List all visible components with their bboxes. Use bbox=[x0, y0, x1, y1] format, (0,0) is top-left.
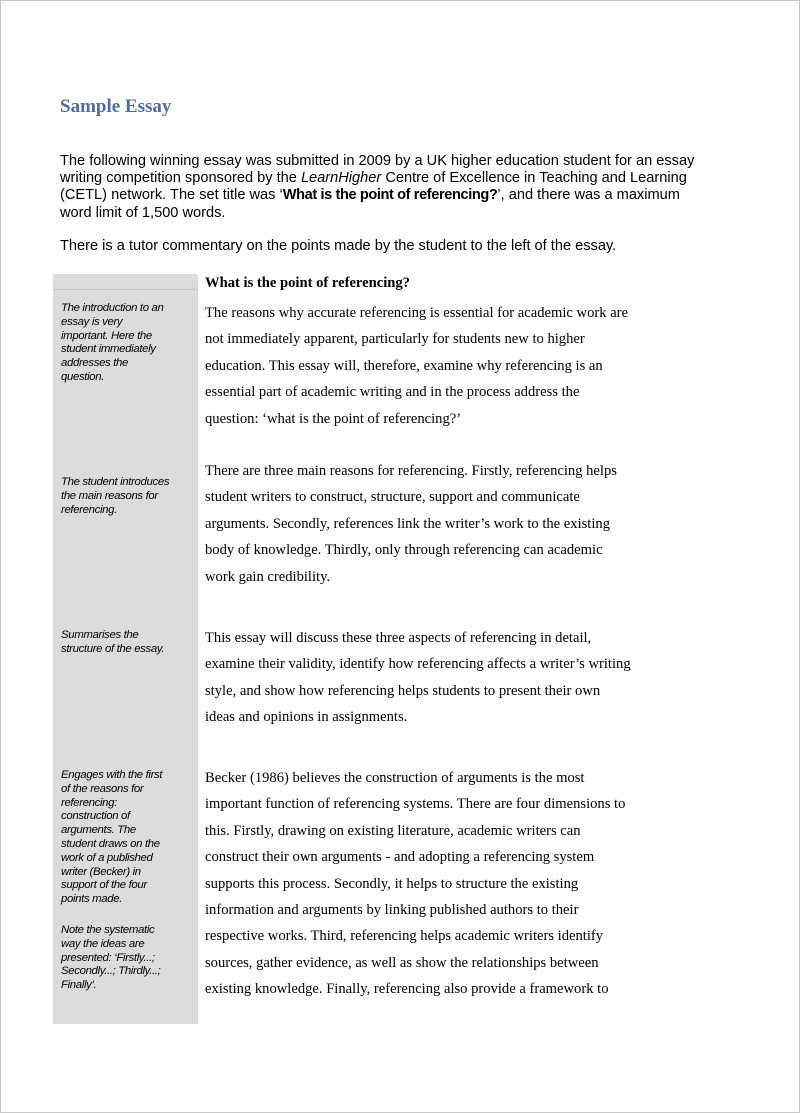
note-line: Note the systematic bbox=[61, 924, 155, 936]
essay-paragraph bbox=[205, 625, 675, 731]
intro-section bbox=[60, 153, 760, 255]
essay-line: essential part of academic writing and in the process address the bbox=[205, 384, 580, 401]
essay-line: ideas and opinions in assignments. bbox=[205, 709, 408, 726]
note-line: construction of bbox=[61, 810, 130, 823]
intro-note-paragraph: There is a tutor commentary on the points made by the student to the left of the essay. bbox=[60, 237, 617, 254]
intro-text: The following winning essay was submitted in 2009 by a UK higher education student for an essay bbox=[60, 153, 695, 169]
set-title-bold: What is the point of referencing? bbox=[282, 187, 498, 204]
learnhigher-italic: LearnHigher bbox=[300, 170, 382, 187]
note-line: Secondly...; Thirdly...; bbox=[61, 965, 161, 978]
essay-line: information and arguments by linking published authors to their bbox=[205, 902, 579, 919]
intro-line bbox=[60, 153, 760, 170]
essay-line: There are three main reasons for referencing. Firstly, referencing helps bbox=[205, 463, 617, 479]
note-line: arguments. The bbox=[61, 824, 136, 837]
essay-line: Becker (1986) believes the construction of arguments is the most bbox=[205, 770, 585, 786]
essay-line: supports this process. Secondly, it helps to structure the existing bbox=[205, 875, 579, 892]
essay-paragraph bbox=[205, 300, 675, 432]
intro-line bbox=[60, 170, 760, 187]
note-line: addresses the bbox=[61, 357, 129, 370]
note-line: presented: ‘Firstly...; bbox=[61, 951, 155, 964]
note-line: student draws on the bbox=[61, 837, 160, 850]
essay-paragraph bbox=[205, 458, 675, 590]
intro-line bbox=[60, 205, 760, 222]
commentary-note bbox=[61, 302, 193, 385]
essay-heading: What is the point of referencing? bbox=[205, 275, 410, 291]
note-line: Finally’. bbox=[61, 979, 97, 992]
note-line: student immediately bbox=[61, 343, 156, 356]
note-line: essay is very bbox=[61, 315, 123, 328]
note-line: points made. bbox=[61, 893, 123, 906]
commentary-note bbox=[61, 629, 193, 657]
essay-line: question: ‘what is the point of referencing?’ bbox=[205, 410, 462, 427]
essay-line: body of knowledge. Thirdly, only through referencing can academic bbox=[205, 542, 603, 559]
intro-text: writing competition sponsored by the bbox=[60, 170, 301, 187]
essay-line: this. Firstly, drawing on existing literature, academic writers can bbox=[205, 822, 581, 839]
note-line: support of the four bbox=[61, 879, 147, 892]
note-line: of the reasons for bbox=[61, 782, 144, 795]
note-line: structure of the essay. bbox=[61, 642, 165, 655]
essay-line: The reasons why accurate referencing is essential for academic work are bbox=[205, 305, 629, 321]
note-line: referencing. bbox=[61, 503, 117, 516]
note-line: the main reasons for bbox=[61, 489, 158, 502]
essay-line: not immediately apparent, particularly for students new to higher bbox=[205, 331, 585, 348]
note-line: The student introduces bbox=[61, 476, 170, 488]
essay-line: arguments. Secondly, references link the writer’s work to the existing bbox=[205, 515, 611, 532]
intro-text: (CETL) network. The set title was ‘ bbox=[60, 187, 283, 204]
intro-text: word limit of 1,500 words. bbox=[60, 204, 226, 221]
essay-line: education. This essay will, therefore, examine why referencing is an bbox=[205, 357, 603, 374]
page-title: Sample Essay bbox=[60, 96, 172, 117]
essay-line: student writers to construct, structure, support and communicate bbox=[205, 489, 580, 506]
essay-line: This essay will discuss these three aspects of referencing in detail, bbox=[205, 630, 592, 646]
commentary-note bbox=[61, 924, 193, 993]
note-line: The introduction to an bbox=[61, 302, 164, 314]
essay-line: sources, gather evidence, as well as show the relationships between bbox=[205, 954, 599, 971]
commentary-note bbox=[61, 476, 193, 517]
note-line: referencing: bbox=[61, 796, 117, 809]
essay-line: examine their validity, identify how referencing affects a writer’s writing bbox=[205, 656, 631, 673]
note-line: way the ideas are bbox=[61, 937, 145, 950]
note-line: work of a published bbox=[61, 851, 153, 864]
intro-text: Centre of Excellence in Teaching and Learning bbox=[381, 170, 687, 187]
commentary-note bbox=[61, 769, 193, 907]
essay-line: construct their own arguments - and adopting a referencing system bbox=[205, 849, 595, 866]
essay-paragraph bbox=[205, 765, 675, 1003]
note-line: Engages with the first bbox=[61, 769, 163, 781]
essay-line: respective works. Third, referencing helps academic writers identify bbox=[205, 928, 604, 945]
intro-text: ’, and there was a maximum bbox=[497, 187, 680, 204]
essay-line: work gain credibility. bbox=[205, 568, 331, 585]
note-line: Summarises the bbox=[61, 629, 139, 641]
intro-line bbox=[60, 187, 760, 204]
intro-paragraph bbox=[60, 153, 760, 222]
column-divider bbox=[53, 289, 198, 290]
essay-line: style, and show how referencing helps students to present their own bbox=[205, 682, 601, 699]
essay-line: existing knowledge. Finally, referencing also provide a framework to bbox=[205, 981, 609, 998]
note-line: writer (Becker) in bbox=[61, 865, 141, 878]
note-line: important. Here the bbox=[61, 329, 152, 342]
note-line: question. bbox=[61, 370, 105, 383]
essay-line: important function of referencing systems. There are four dimensions to bbox=[205, 796, 626, 813]
